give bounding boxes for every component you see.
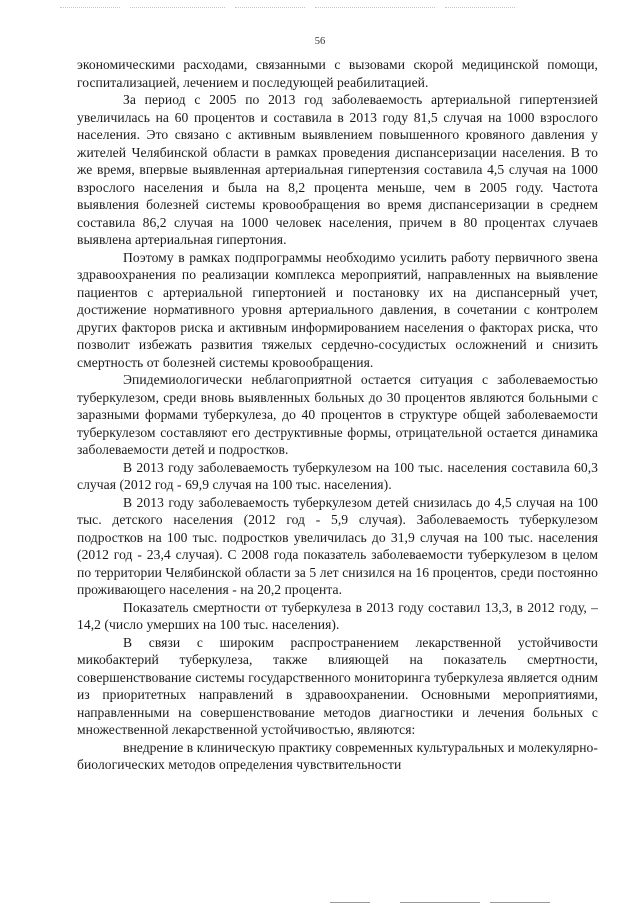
paragraph: Показатель смертности от туберкулеза в 2013 году составил 13,3, в 2012 году, – 14,2 (число умерших на 100 тыс. населения). bbox=[77, 599, 598, 632]
page-number: 56 bbox=[314, 36, 326, 47]
paragraph: экономическими расходами, связанными с вызовами скорой медицинской помощи, госпитализацией, лечением и последующей реабилитацией. bbox=[77, 57, 598, 90]
paragraph: В 2013 году заболеваемость туберкулезом детей снизилась до 4,5 случая на 100 тыс. детского населения (2012 год - 5,9 случая). Заболеваемость туберкулезом подростков на 100 тыс. подростков увеличилась до 31,9 случая на 100 тыс. населения (2012 год - 23,4 случая). С 2008 года показатель заболеваемости туберкулезом в целом по территории Челябинской области за 5 лет снизился на 16 процентов, среди постоянно проживающего населения - на 20,2 процента. bbox=[77, 494, 598, 597]
paragraph: Эпидемиологически неблагоприятной остается ситуация с заболеваемостью туберкулезом, среди вновь выявленных больных до 30 процентов являются больными с заразными формами туберкулеза, до 40 процентов в структуре общей заболеваемости туберкулезом составляют его деструктивные формы, отрицательной остается динамика заболеваемости детей и подростков. bbox=[77, 372, 598, 457]
document-body bbox=[77, 56, 598, 774]
paragraph: Поэтому в рамках подпрограммы необходимо усилить работу первичного звена здравоохранения по реализации комплекса мероприятий, направленных на выявление пациентов с артериальной гипертонией и постановку их на диспансерный учет, достижение нормативного уровня артериального давления, в сочетании с контролем других факторов риска и активным информированием населения о факторах риска, что позволит избежать развития тяжелых сердечно-сосудистых осложнений и снизить смертность от болезней системы кровообращения. bbox=[77, 249, 598, 370]
scan-artifact-bottom bbox=[0, 897, 640, 905]
scan-artifact-top bbox=[0, 4, 640, 14]
paragraph: За период с 2005 по 2013 год заболеваемость артериальной гипертензией увеличилась на 60 процентов и составила в 2013 году 81,5 случая на 1000 взрослого населения. Это связано с активным выявлением повышенного кровяного давления у жителей Челябинской области в рамках проведения диспансеризации населения. В то же время, впервые выявленная артериальная гипертензия составила 4,5 случая на 1000 взрослого населения и была на 8,2 процента меньше, чем в 2005 году. Частота выявления болезней системы кровообращения во время диспансеризации в среднем составила 86,2 случая на 1000 человек населения, причем в 80 процентах случаев выявлена артериальная гипертония. bbox=[77, 92, 598, 247]
paragraph: В 2013 году заболеваемость туберкулезом на 100 тыс. населения составила 60,3 случая (2012 год - 69,9 случая на 100 тыс. населения). bbox=[77, 459, 598, 492]
paragraph: В связи с широким распространением лекарственной устойчивости микобактерий туберкулеза, также влияющей на показатель смертности, совершенствование системы государственного мониторинга туберкулеза является одним из приоритетных направлений в здравоохранении. Основными мероприятиями, направленными на совершенствование методов диагностики и лечения больных с множественной лекарственной устойчивостью, являются: bbox=[77, 634, 598, 737]
paragraph: внедрение в клиническую практику современных культуральных и молекулярно-биологических методов определения чувствительности bbox=[77, 739, 598, 772]
